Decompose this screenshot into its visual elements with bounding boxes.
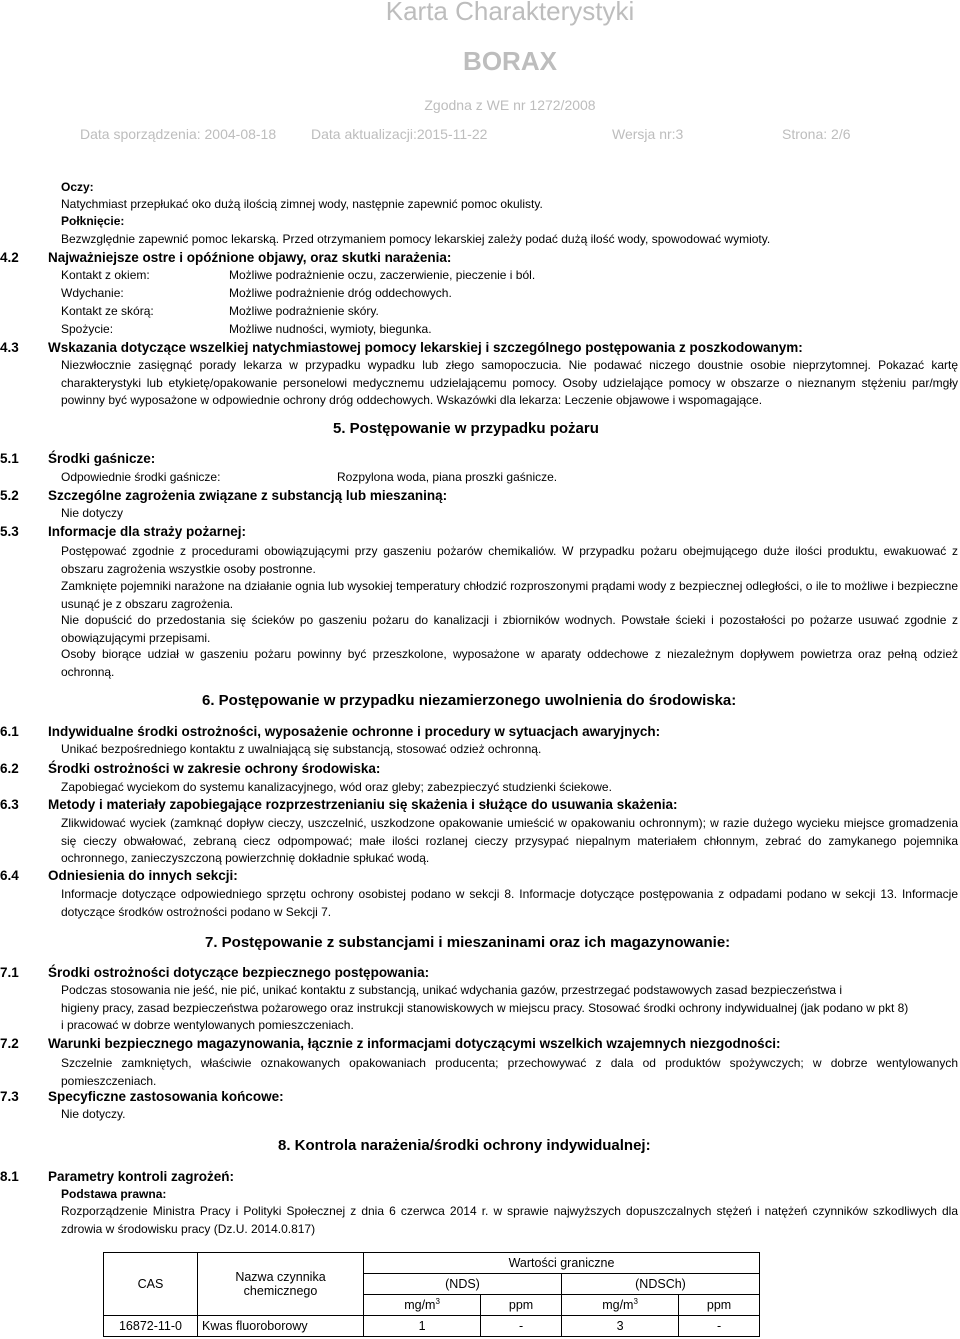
- end-use-text: Nie dotyczy.: [61, 1107, 126, 1121]
- header-limit-values: Wartości graniczne: [364, 1253, 760, 1274]
- extinguisher-value: Rozpylona woda, piana proszki gaśnicze.: [337, 470, 558, 484]
- cell-cas: 16872-11-0: [104, 1316, 198, 1337]
- chapter-title: 8. Kontrola narażenia/środki ochrony indywidualnej:: [278, 1137, 651, 1154]
- section-number: 7.1: [0, 965, 19, 980]
- symptom-row: [0, 286, 960, 304]
- cleanup-text: Zlikwidować wyciek (zamknąć dopływ cieczy, uszczelnić, uszkodzone opakowanie umieścić w opakowaniu ochronnym); w razie dużego wycieku miejsce gromadzenia się cieczy obwałować, zebraną ciecz odpompować; małe ilości rozlanej cieczy przysypać niepalnym materiałem chłonnym, zebrać do zamykanego pojemnika ochronnego, zanieczyszczoną powierzchnię dokładnie spłukać wodą.: [61, 816, 958, 865]
- unit-ppm: ppm: [679, 1295, 760, 1316]
- unit-mg-m3: $mg/m^3$: [364, 1295, 481, 1316]
- section-number: 6.3: [0, 797, 19, 812]
- symptom-value: Możliwe podrażnienie dróg oddechowych.: [229, 286, 452, 300]
- unit-ppm: ppm: [481, 1295, 562, 1316]
- section-title: Odniesienia do innych sekcji:: [48, 868, 238, 883]
- symptom-label: Kontakt z okiem:: [61, 268, 150, 282]
- first-aid-text: Niezwłocznie zasięgnąć porady lekarza w przypadku wypadku lub złego samopoczucia. Nie podawać niczego doustnie osobie nieprzytomnej. Pokazać kartę charakterystyki lub etykietę/opakowanie personelowi medycznemu udzielającemu pomocy. Osoby udzielające pomocy w obszarze o nieznanym stężeniu par/mgły powinny być wyposażone w odpowiednie ochrony dróg oddechowych. Wskazówki dla lekarza: Leczenie objawowe i wspomagające.: [61, 358, 958, 407]
- section-number: 7.2: [0, 1036, 19, 1051]
- document-title: Karta Charakterystyki: [385, 0, 635, 26]
- section-number: 7.3: [0, 1089, 19, 1104]
- eyes-text: Natychmiast przepłukać oko dużą ilością zimnej wody, następnie zapewnić pomoc okulisty.: [61, 197, 543, 211]
- chapter-title: 7. Postępowanie z substancjami i mieszaninami oraz ich magazynowanie:: [205, 934, 731, 951]
- date-created: Data sporządzenia: 2004-08-18: [80, 126, 277, 142]
- table-row: [104, 1316, 760, 1337]
- page-number: Strona: 2/6: [782, 126, 851, 142]
- eyes-label: Oczy:: [61, 180, 94, 194]
- swallow-label: Połknięcie:: [61, 214, 125, 228]
- symptom-row: [0, 268, 960, 286]
- symptom-label: Spożycie:: [61, 322, 114, 336]
- chapter-title: 5. Postępowanie w przypadku pożaru: [333, 420, 599, 437]
- firefighter-paragraph: Osoby biorące udział w gaszeniu pożaru powinny być przeszkolone, wyposażone w aparaty oddechowe z niezależnym dopływem powietrza oraz pełną odzież ochronną.: [61, 647, 958, 679]
- section-number: 6.2: [0, 761, 19, 776]
- symptom-row: [0, 304, 960, 322]
- section-title: Parametry kontroli zagrożeń:: [48, 1169, 235, 1184]
- chapter-title: 6. Postępowanie w przypadku niezamierzonego uwolnienia do środowiska:: [202, 692, 737, 709]
- cell-ndsch-mg: 3: [561, 1316, 678, 1337]
- section-number: 6.1: [0, 724, 19, 739]
- hazards-text: Nie dotyczy: [61, 506, 124, 520]
- handling-text-line: higieny pracy, zasad bezpieczeństwa pożarowego oraz instrukcji stanowiskowych w miejscu pracy. Stosować środki ochrony indywidualnej (jak podano w pkt 8): [61, 1001, 909, 1015]
- section-title: Najważniejsze ostre i opóźnione objawy, oraz skutki narażenia:: [48, 250, 452, 265]
- legal-basis-label: Podstawa prawna:: [61, 1187, 167, 1201]
- precautions-text: Unikać bezpośredniego kontaktu z uwalniającą się substancją, stosować odzież ochronną.: [61, 742, 542, 756]
- unit-mg-m3: $mg/m^3$: [561, 1295, 678, 1316]
- cell-nds-mg: 1: [364, 1316, 481, 1337]
- references-text: Informacje dotyczące odpowiedniego sprzętu ochrony osobistej podano w sekcji 8. Informacje dotyczące postępowania z odpadami podano w sekcji 13. Informacje dotyczące środków ostrożności podano w Sekcji 7.: [61, 887, 958, 919]
- product-name: BORAX: [463, 46, 557, 76]
- header-agent-name: Nazwa czynnika chemicznego: [198, 1253, 364, 1316]
- symptom-value: Możliwe podrażnienie oczu, zaczerwienie, pieczenie i ból.: [229, 268, 536, 282]
- symptoms-list: [0, 268, 960, 340]
- extinguisher-label: Odpowiednie środki gaśnicze:: [61, 470, 221, 484]
- section-title: Warunki bezpiecznego magazynowania, łącznie z informacjami dotyczącymi wszelkich wzajemnych niezgodności:: [48, 1036, 781, 1051]
- section-title: Indywidualne środki ostrożności, wyposażenie ochronne i procedury w sytuacjach awaryjnych:: [48, 724, 661, 739]
- section-number: 5.1: [0, 451, 19, 466]
- cell-ndsch-ppm: -: [679, 1316, 760, 1337]
- symptom-label: Wdychanie:: [61, 286, 124, 300]
- firefighter-paragraph: Nie dopuścić do przedostania się ścieków po gaszeniu pożaru do kanalizacji i zbiorników wodnych. Powstałe ścieki i pozostałości po pożarze usuwać zgodnie z obowiązującymi przepisami.: [61, 613, 958, 645]
- section-title: Wskazania dotyczące wszelkiej natychmiastowej pomocy lekarskiej i szczególnego postępowania z poszkodowanym:: [48, 340, 803, 355]
- symptom-label: Kontakt ze skórą:: [61, 304, 154, 318]
- section-title: Środki gaśnicze:: [48, 451, 156, 466]
- section-title: Metody i materiały zapobiegające rozprzestrzenianiu się skażenia i służące do usuwania skażenia:: [48, 797, 678, 812]
- environment-text: Zapobiegać wyciekom do systemu kanalizacyjnego, wód oraz gleby; zabezpieczyć studzienki ściekowe.: [61, 780, 612, 794]
- section-title: Środki ostrożności w zakresie ochrony środowiska:: [48, 761, 381, 776]
- storage-text: Szczelnie zamkniętych, właściwie oznakowanych opakowaniach producenta; przechowywać z dala od produktów spożywczych; w dobrze wentylowanych pomieszczeniach.: [61, 1056, 958, 1088]
- section-title: Informacje dla straży pożarnej:: [48, 524, 247, 539]
- swallow-text: Bezwzględnie zapewnić pomoc lekarską. Przed otrzymaniem pomocy lekarskiej zależy podać dużą ilość wody, spowodować wymioty.: [61, 232, 771, 246]
- section-number: 8.1: [0, 1169, 19, 1184]
- section-number: 6.4: [0, 868, 19, 883]
- version-number: Wersja nr:3: [612, 126, 684, 142]
- section-title: Środki ostrożności dotyczące bezpiecznego postępowania:: [48, 965, 430, 980]
- section-title: Szczególne zagrożenia związane z substancją lub mieszaniną:: [48, 488, 448, 503]
- firefighter-paragraph: Zamknięte pojemniki narażone na działanie ognia lub wysokiej temperatury chłodzić rozproszonymi prądami wody z bezpiecznej odległości, o ile to możliwe i bezpieczne usunąć je z obszaru zagrożenia.: [61, 579, 958, 611]
- header-ndsch: (NDSCh): [561, 1274, 759, 1295]
- cell-nds-ppm: -: [481, 1316, 562, 1337]
- legal-basis-text: Rozporządzenie Ministra Pracy i Polityki Społecznej z dnia 6 czerwca 2014 r. w sprawie najwyższych dopuszczalnych stężeń i natężeń czynników szkodliwych dla zdrowia w środowisku pracy (Dz.U. 2014.0.817): [61, 1204, 958, 1236]
- symptom-value: Możliwe nudności, wymioty, biegunka.: [229, 322, 432, 336]
- cell-agent-name: Kwas fluoroborowy: [198, 1316, 364, 1337]
- header-nds: (NDS): [364, 1274, 562, 1295]
- section-number: 5.2: [0, 488, 19, 503]
- section-number: 4.3: [0, 340, 19, 355]
- symptom-row: [0, 322, 960, 340]
- firefighter-paragraph: Postępować zgodnie z procedurami obowiązującymi przy gaszeniu pożarów chemikaliów. W przypadku pożaru obejmującego duże ilości produktu, ewakuować z obszaru zagrożenia wszystkie osoby postronne.: [61, 544, 958, 576]
- date-updated: Data aktualizacji:2015-11-22: [311, 126, 488, 142]
- regulation-note: Zgodna z WE nr 1272/2008: [424, 97, 596, 113]
- header-cas: CAS: [104, 1253, 198, 1316]
- section-number: 5.3: [0, 524, 19, 539]
- handling-text-line: i pracować w dobrze wentylowanych pomieszczeniach.: [61, 1018, 354, 1032]
- section-number: 4.2: [0, 250, 19, 265]
- section-title: Specyficzne zastosowania końcowe:: [48, 1089, 284, 1104]
- symptom-value: Możliwe podrażnienie skóry.: [229, 304, 379, 318]
- handling-text-line: Podczas stosowania nie jeść, nie pić, unikać kontaktu z substancją, unikać wdychania gazów, przestrzegać podstawowych zasad bezpieczeństwa i: [61, 983, 843, 997]
- exposure-limits-table: [103, 1252, 760, 1337]
